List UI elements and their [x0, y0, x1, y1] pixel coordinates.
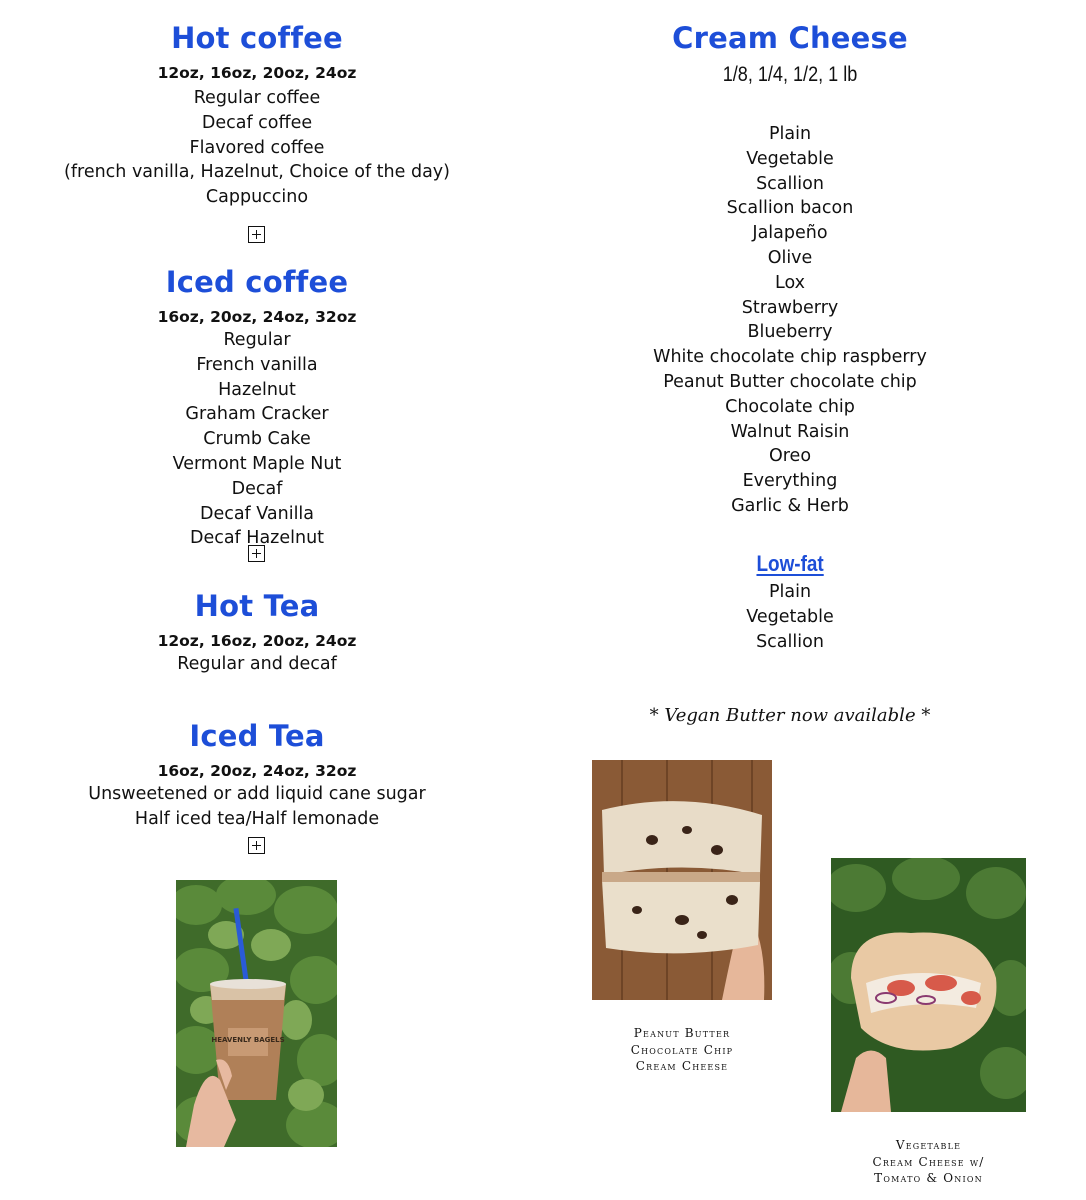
caption-line: Tomato & Onion [874, 1171, 983, 1185]
list-item: Regular coffee [193, 88, 321, 108]
vegetable-bagel-photo [831, 858, 1026, 1112]
iced-tea-list [57, 782, 457, 832]
list-item: Crumb Cake [203, 429, 311, 450]
vegetable-caption [831, 1137, 1026, 1187]
peanut-butter-bagel-illustration [592, 760, 772, 1000]
list-item: Decaf Vanilla [199, 503, 315, 524]
cream-cheese-sizes: 1/8, 1/4, 1/2, 1 lb [722, 63, 858, 86]
list-item: Flavored coffee [189, 137, 325, 158]
list-item: Oreo [768, 446, 812, 467]
list-item: Regular [223, 330, 291, 350]
iced-coffee-illustration [176, 880, 337, 1147]
low-fat-heading: Low-fat [756, 551, 824, 576]
list-item: Decaf Hazelnut [189, 528, 325, 549]
hot-coffee-list [57, 86, 457, 210]
list-item: White chocolate chip raspberry [653, 347, 927, 368]
list-item: Walnut Raisin [730, 421, 850, 442]
list-item: Hazelnut [218, 379, 296, 400]
list-item: Regular and decaf [177, 654, 337, 674]
caption-line: Vegetable [895, 1138, 962, 1152]
list-item: Scallion [756, 631, 824, 652]
vegan-butter-note: * Vegan Butter now available * [649, 705, 931, 726]
list-item: Decaf coffee [201, 112, 313, 133]
iced-coffee-heading: Iced coffee [165, 265, 349, 299]
plus-box-icon [248, 545, 265, 562]
list-item: Unsweetened or add liquid cane sugar [88, 784, 426, 804]
low-fat-list [590, 580, 990, 654]
hot-coffee-sizes: 12oz, 16oz, 20oz, 24oz [157, 64, 357, 82]
hot-coffee-heading: Hot coffee [171, 21, 343, 55]
hot-tea-heading: Hot Tea [194, 589, 320, 623]
caption-line: Cream Cheese [635, 1059, 729, 1073]
list-item: Jalapeño [752, 223, 828, 244]
list-item: (french vanilla, Hazelnut, Choice of the day) [64, 162, 450, 183]
list-item: Peanut Butter chocolate chip [663, 371, 917, 392]
plus-box-icon [248, 226, 265, 243]
list-item: Plain [768, 582, 812, 602]
list-item: Garlic & Herb [731, 495, 849, 516]
list-item: Strawberry [741, 297, 839, 318]
iced-coffee-photo [176, 880, 337, 1147]
list-item: Everything [742, 471, 838, 492]
caption-line: Peanut Butter [633, 1026, 731, 1040]
caption-line: Chocolate Chip [630, 1042, 734, 1057]
plus-box-icon [248, 837, 265, 854]
iced-coffee-sizes: 16oz, 20oz, 24oz, 32oz [157, 308, 357, 326]
iced-tea-sizes: 16oz, 20oz, 24oz, 32oz [157, 762, 357, 780]
list-item: Decaf [231, 478, 283, 499]
cup-logo-text: HEAVENLY BAGELS [211, 1036, 285, 1044]
hot-tea-list [57, 652, 457, 677]
list-item: Vegetable [746, 148, 834, 169]
iced-tea-heading: Iced Tea [189, 719, 325, 753]
peanut-butter-caption [592, 1025, 772, 1075]
cream-cheese-list [590, 122, 990, 519]
peanut-butter-bagel-photo [592, 760, 772, 1000]
list-item: Olive [767, 247, 813, 268]
hot-tea-sizes: 12oz, 16oz, 20oz, 24oz [157, 632, 357, 650]
list-item: French vanilla [196, 354, 318, 375]
list-item: Scallion bacon [726, 198, 854, 219]
iced-coffee-list [57, 328, 457, 551]
list-item: Blueberry [747, 322, 833, 343]
list-item: Scallion [756, 173, 824, 194]
cream-cheese-heading: Cream Cheese [672, 21, 908, 55]
vegetable-bagel-illustration [831, 858, 1026, 1112]
list-item: Graham Cracker [185, 404, 329, 425]
list-item: Vegetable [746, 606, 834, 627]
list-item: Chocolate chip [725, 396, 855, 417]
low-fat-heading-wrap [590, 551, 990, 577]
list-item: Cappuccino [205, 187, 309, 208]
list-item: Vermont Maple Nut [172, 453, 342, 474]
list-item: Half iced tea/Half lemonade [134, 808, 380, 829]
caption-line: Cream Cheese w/ [872, 1154, 985, 1169]
list-item: Plain [768, 124, 812, 144]
list-item: Lox [775, 272, 805, 293]
